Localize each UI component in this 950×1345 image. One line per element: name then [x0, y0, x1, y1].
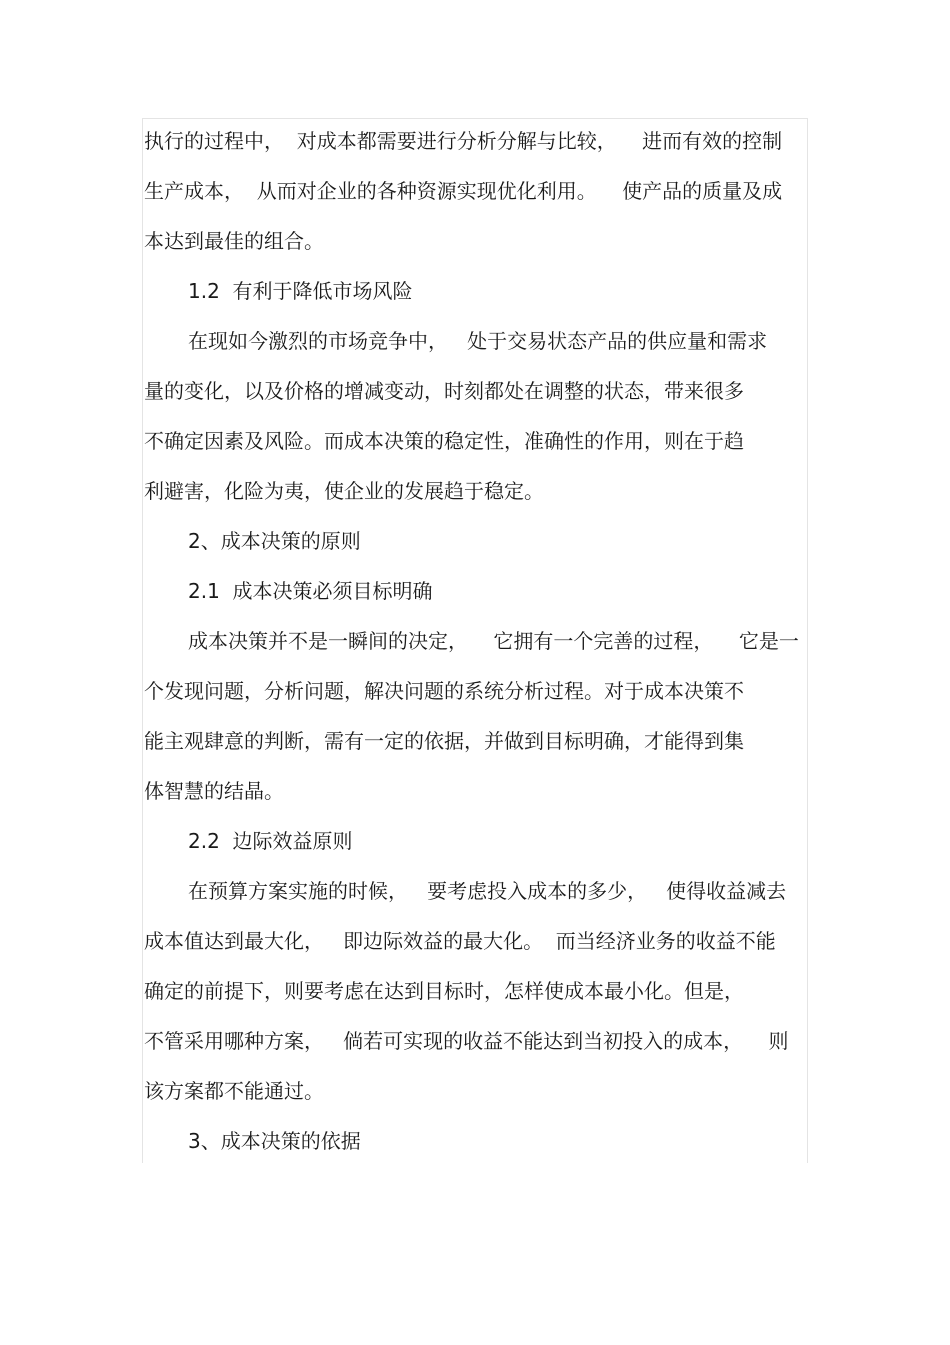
section-heading: 2、成本决策的原则 [188, 529, 361, 553]
text-line: 量的变化，以及价格的增减变动，时刻都处在调整的状态，带来很多 [144, 379, 744, 403]
text-line: 个发现问题，分析问题，解决问题的系统分析过程。对于成本决策不 [144, 679, 744, 703]
text-line: 本达到最佳的组合。 [144, 229, 324, 253]
text-line: 利避害，化险为夷，使企业的发展趋于稳定。 [144, 479, 544, 503]
text-line: 在现如今激烈的市场竞争中， 处于交易状态产品的供应量和需求 [188, 329, 768, 353]
section-heading: 3、成本决策的依据 [188, 1129, 361, 1153]
text-line: 不管采用哪种方案， 倘若可实现的收益不能达到当初投入的成本， 则 [144, 1029, 789, 1053]
text-line: 不确定因素及风险。而成本决策的稳定性，准确性的作用，则在于趋 [144, 429, 744, 453]
section-heading: 2.1 成本决策必须目标明确 [188, 579, 433, 603]
text-line: 在预算方案实施的时候， 要考虑投入成本的多少， 使得收益减去 [188, 879, 787, 903]
text-line: 成本决策并不是一瞬间的决定， 它拥有一个完善的过程， 它是一 [188, 629, 799, 653]
text-line: 该方案都不能通过。 [144, 1079, 324, 1103]
text-line: 成本值达到最大化， 即边际效益的最大化。 而当经济业务的收益不能 [144, 929, 776, 953]
text-line: 确定的前提下，则要考虑在达到目标时，怎样使成本最小化。但是， [144, 979, 744, 1003]
text-line: 执行的过程中， 对成本都需要进行分析分解与比较， 进而有效的控制 [144, 129, 783, 153]
text-line: 生产成本， 从而对企业的各种资源实现优化利用。 使产品的质量及成 [144, 179, 783, 203]
text-line: 体智慧的结晶。 [144, 779, 284, 803]
section-heading: 1.2 有利于降低市场风险 [188, 279, 413, 303]
section-heading: 2.2 边际效益原则 [188, 829, 353, 853]
text-line: 能主观肆意的判断，需有一定的依据，并做到目标明确，才能得到集 [144, 729, 744, 753]
